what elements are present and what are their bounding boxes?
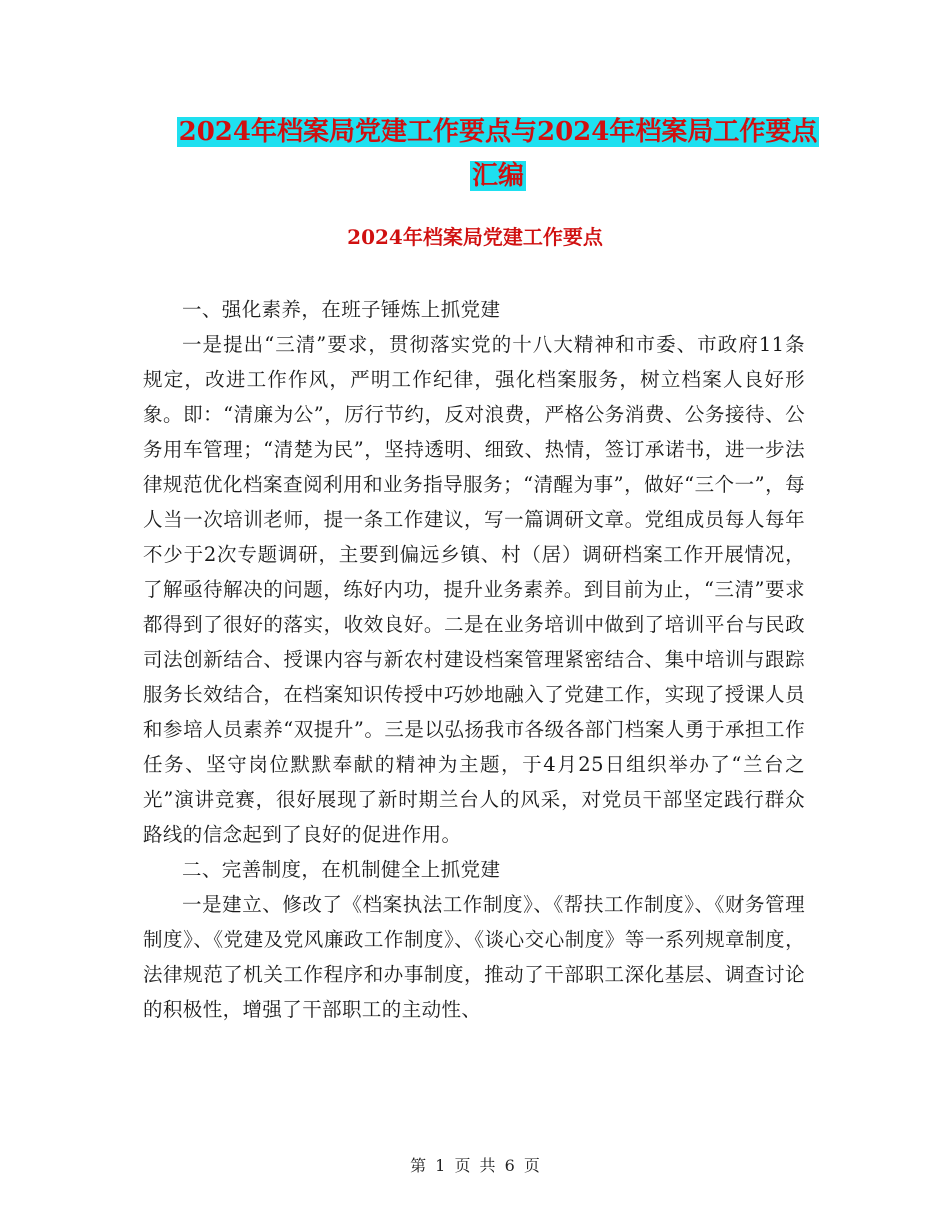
section-title: 2024年档案局党建工作要点: [347, 225, 603, 249]
paragraph: 一是提出“三清”要求，贯彻落实党的十八大精神和市委、市政府11条规定，改进工作作风，严明工作纪律，强化档案服务，树立档案人良好形象。即：“清廉为公”，厉行节约，反对浪费，严格公务消费、公务接待、公务用车管理；“清楚为民”，坚持透明、细致、热情，签订承诺书，进一步法律规范优化档案查阅利用和业务指导服务；“清醒为事”，做好“三个一”，每人当一次培训老师，提一条工作建议，写一篇调研文章。党组成员每人每年不少于2次专题调研，主要到偏远乡镇、村（居）调研档案工作开展情况，了解亟待解决的问题，练好内功，提升业务素养。到目前为止，“三清”要求都得到了很好的落实，收效良好。二是在业务培训中做到了培训平台与民政司法创新结合、授课内容与新农村建设档案管理紧密结合、集中培训与跟踪服务长效结合，在档案知识传授中巧妙地融入了党建工作，实现了授课人员和参培人员素养“双提升”。三是以弘扬我市各级各部门档案人勇于承担工作任务、坚守岗位默默奉献的精神为主题，于4月25日组织举办了“兰台之光”演讲竞赛，很好展现了新时期兰台人的风采，对党员干部坚定践行群众路线的信念起到了良好的促进作用。: [143, 333, 805, 846]
paragraph-heading-1: 一、强化素养，在班子锤炼上抓党建: [182, 298, 501, 321]
title-line-1: 2024年档案局党建工作要点与2024年档案局工作要点: [178, 117, 818, 147]
paragraph: 一是建立、修改了《档案执法工作制度》、《帮扶工作制度》、《财务管理制度》、《党建及党风廉政工作制度》、《谈心交心制度》等一系列规章制度，法律规范了机关工作程序和办事制度，推动了干部职工深化基层、调查讨论的积极性，增强了干部职工的主动性、: [143, 893, 805, 1021]
document-title: [140, 110, 856, 198]
paragraph-heading-2: 二、完善制度，在机制健全上抓党建: [182, 858, 501, 881]
document-body: [143, 292, 805, 1027]
title-line-2: 汇编: [471, 161, 524, 191]
page-footer: 第 1 页 共 6 页: [410, 1156, 540, 1175]
